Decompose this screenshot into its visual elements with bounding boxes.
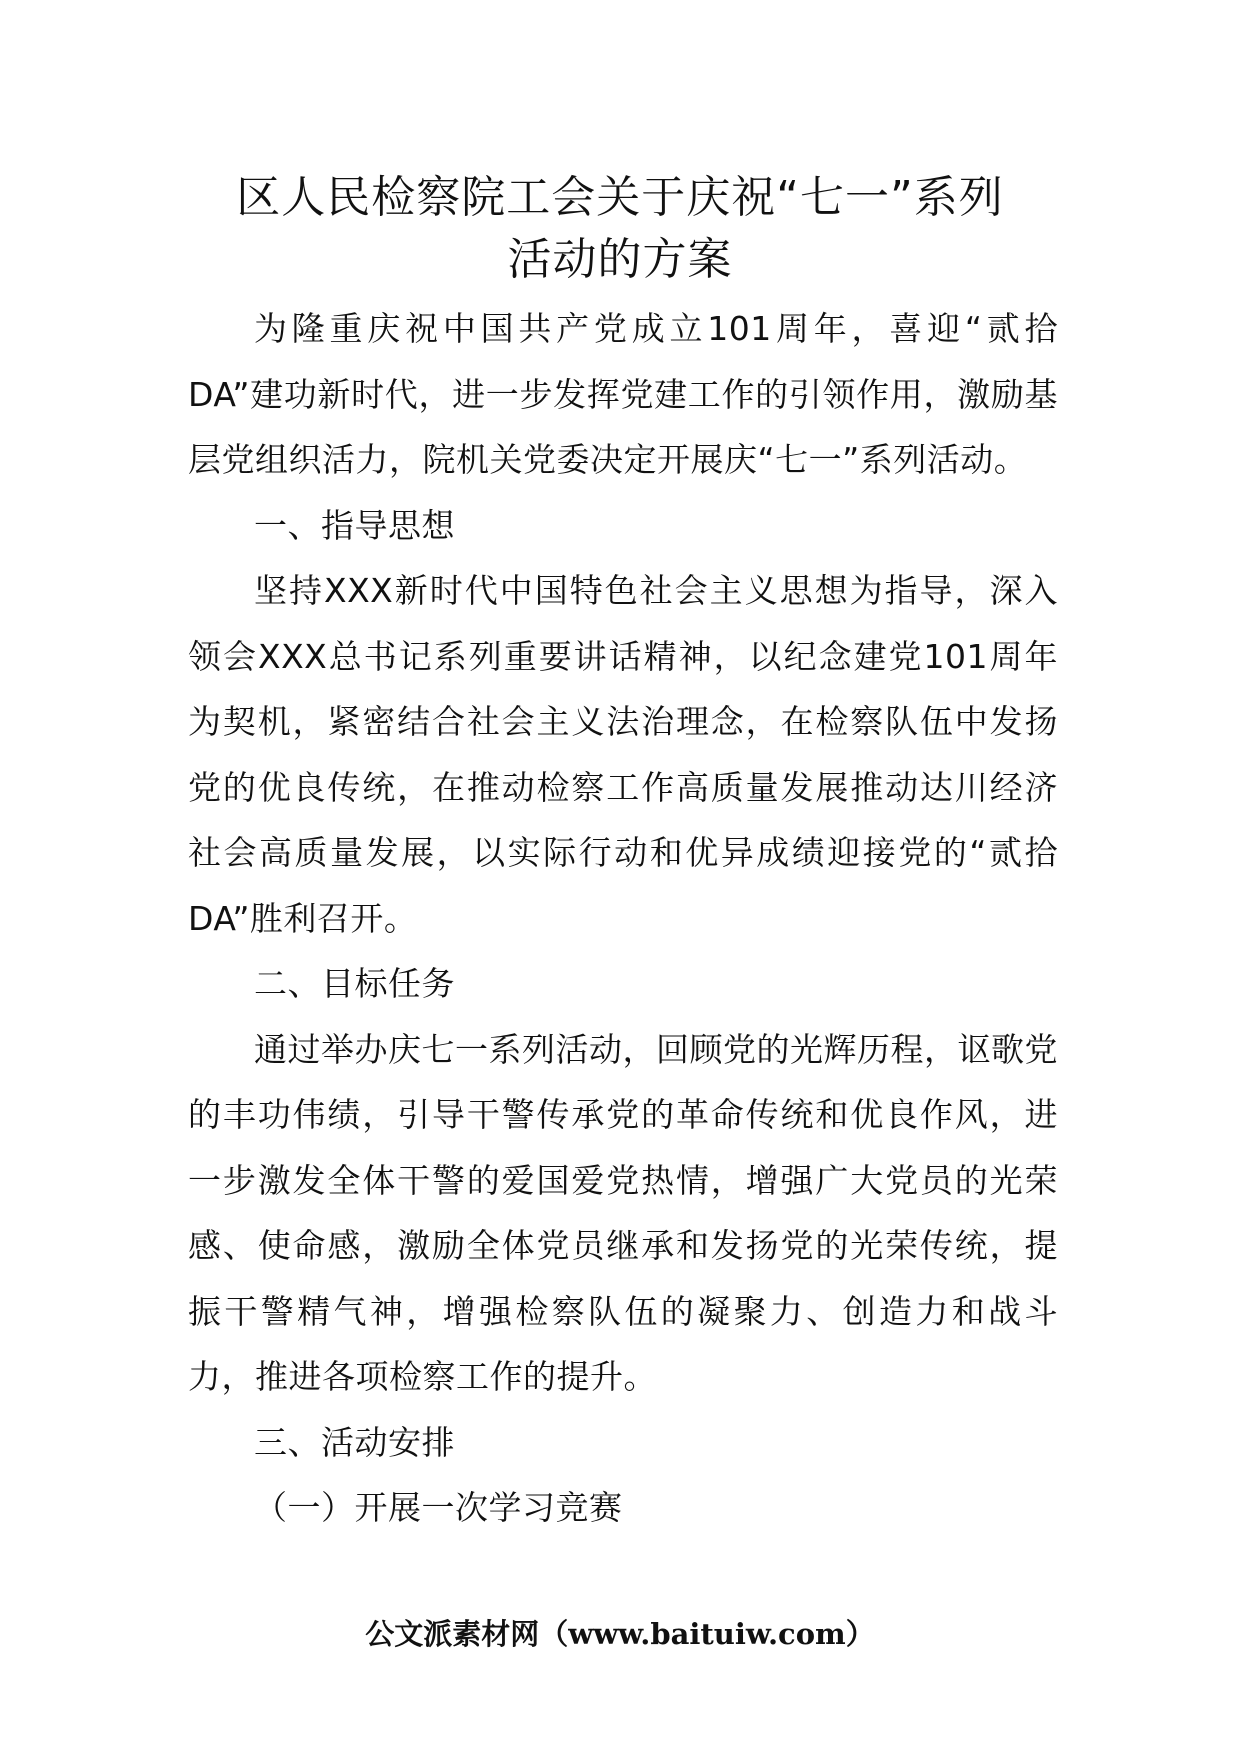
intro-paragraph: 为隆重庆祝中国共产党成立101周年，喜迎“贰拾DA”建功新时代，进一步发挥党建工作的引领作用，激励基层党组织活力，院机关党委决定开展庆“七一”系列活动。 bbox=[188, 309, 1058, 479]
subsection-heading-study-contest: （一）开展一次学习竞赛 bbox=[254, 1488, 623, 1527]
document-body bbox=[188, 296, 1058, 1541]
goals-paragraph: 通过举办庆七一系列活动，回顾党的光辉历程，讴歌党的丰功伟绩，引导干警传承党的革命传统和优良作风，进一步激发全体干警的爱国爱党热情，增强广大党员的光荣感、使命感，激励全体党员继承和发扬党的光荣传统，提振干警精气神，增强检察队伍的凝聚力、创造力和战斗力，推进各项检察工作的提升。 bbox=[188, 1029, 1058, 1396]
section-heading-guiding-ideology: 一、指导思想 bbox=[254, 505, 455, 545]
section-heading-goals: 二、目标任务 bbox=[254, 964, 455, 1003]
title-line-2: 活动的方案 bbox=[507, 234, 733, 285]
guiding-ideology-paragraph: 坚持XXX新时代中国特色社会主义思想为指导，深入领会XXX总书记系列重要讲话精神，以纪念建党101周年为契机，紧密结合社会主义法治理念，在检察队伍中发扬党的优良传统，在推动检察工作高质量发展推动达川经济社会高质量发展，以实际行动和优异成绩迎接党的“贰拾DA”胜利召开。 bbox=[188, 571, 1058, 938]
document-title bbox=[150, 167, 1090, 291]
footer-watermark: 公文派素材网（www.baituiw.com） bbox=[365, 1617, 875, 1651]
title-line-1: 区人民检察院工会关于庆祝“七一”系列 bbox=[236, 172, 1004, 223]
section-heading-arrangements: 三、活动安排 bbox=[254, 1422, 455, 1462]
